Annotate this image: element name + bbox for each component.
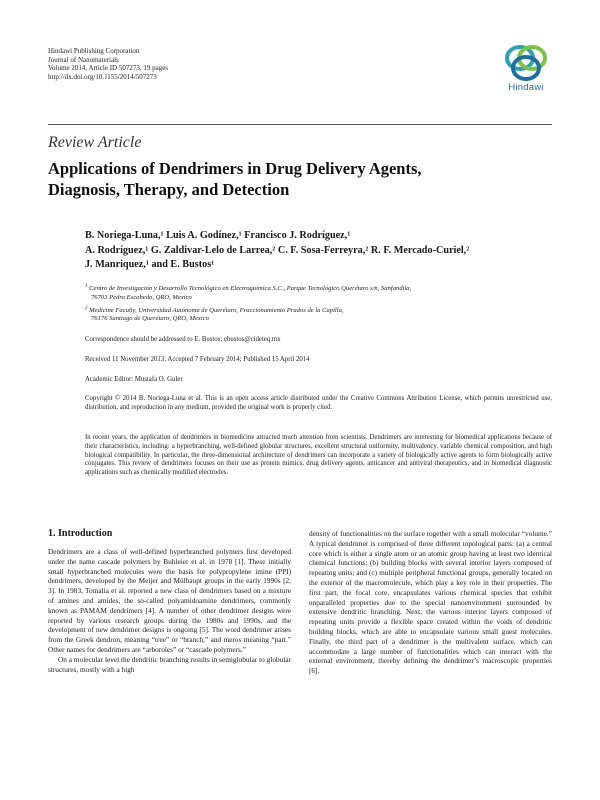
title-line: Applications of Dendrimers in Drug Delivery Agents,: [48, 159, 422, 178]
affiliation-item: [85, 283, 555, 302]
header-divider: [48, 124, 552, 125]
author-line: B. Noriega-Luna,¹ Luis A. Godínez,¹ Francisco J. Rodríguez,¹: [85, 230, 351, 241]
affiliation-item: [85, 305, 555, 324]
affiliation-number: 2: [85, 305, 88, 311]
affiliation-text: 76176 Santiago de Querétaro, QRO, Mexico: [91, 315, 209, 323]
journal-info: [48, 47, 168, 81]
affiliation-number: 1: [85, 284, 88, 289]
author-line: A. Rodríguez,¹ G. Zaldivar-Lelo de Larrea,² C. F. Sosa-Ferreyra,² R. F. Mercado-Curiel,²: [85, 244, 470, 256]
section-heading: 1. Introduction: [48, 528, 113, 539]
doi-link[interactable]: http://dx.doi.org/10.1155/2014/507273: [48, 72, 157, 81]
abstract: In recent years, the application of dendrimers in biomedicine attracted much attention from scientists. Dendrimers are interesting for biomedical applications because of their characteristics, including: a hyperbranching, well-defined globular structures, excellent structural uniformity, multivalency, variable chemical composition, and high biological compatibility. In particular, the three-dimensional architecture of dendrimers can incorporate a variety of biologically active agents to form biologically active conjugates. This review of dendrimers focuses on their use as protein mimics, drug delivery agents, anticancer and antiviral therapeutics, and in biomedical diagnostic applications such as chemically modified electrodes.: [85, 434, 552, 477]
body-paragraph: density of functionalities on the surface together with a small molecular “volume.” A typical dendrimer is comprised of three different topological parts: (a) a central core which is either a single atom or an atomic group having at least two identical chemical functions; (b) building blocks with several interior layers composed of repeating units; and (c) multiple peripheral functional groups, generally located on the exterior of the macromolecule, which play a key role in their properties. The first part, the focal core, encapsulates various chemical species that exhibit unparalleled properties due to the special nanoenvironment surrounded by extensive dendritic branching. Next, the various interior layers composed of repeating units provide a flexible space created within the voids of dendritic building blocks, which are able to encapsulate various small guest molecules. Finally, the third part of a dendrimer is the multivalent surface, which can accommodate a large number of functionalities which can interact with the external environment, thereby defining the dendrimer’s macroscopic properties [6].: [309, 529, 552, 676]
correspondence: Correspondence should be addressed to E. Bustos; ebustos@cideteq.mx: [85, 336, 281, 343]
article-type: Review Article: [48, 134, 142, 151]
logo-text: Hindawi: [508, 82, 544, 93]
author-list: [85, 229, 555, 273]
hindawi-logo[interactable]: [494, 42, 558, 93]
affiliations: [85, 283, 555, 326]
affiliation-text: Centro de Investigación y Desarrollo Tecnológico en Electroquímica S.C., Parque Tecnológico Querétaro s/n, Sanfandila,: [89, 285, 412, 293]
copyright-notice: Copyright © 2014 B. Noriega-Luna et al. This is an open access article distributed under the Creative Commons Attribution License, which permits unrestricted use, distribution, and reproduction in any medium, provided the original work is properly cited.: [85, 395, 552, 411]
body-paragraph: Dendrimers are a class of well-defined hyperbranched polymers first developed under the name cascade polymers by Buhleier et al. in 1978 [1]. These initially small hyperbranched molecules were the basis for polypropylene imine (PPI) dendrimers, developed by the Meijer and Mülhaupt groups in the early 1990s [2, 3]. In 1983, Tomalia et al. reported a new class of dendrimers based on a mixture of amines and amides, the so-called polyamidoamine dendrimers, commonly known as PAMAM dendrimers [4]. A number of other dendrimer designs were reported by various research groups during the 1980s and 1990s, and the development of new dendrimer designs is ongoing [5]. The word dendrimer arises from the Greek dendron, meaning “tree” or “branch,” and meros meaning “part.” Other names for dendrimers are “arboroles” or “cascade polymers.”: [48, 547, 291, 654]
body-column-left: [48, 547, 291, 674]
title-line: Diagnosis, Therapy, and Detection: [48, 180, 290, 199]
hindawi-rings-icon: [502, 42, 550, 84]
affiliation-text: Medicine Faculty, Universidad Autónoma de Querétaro, Fraccionamiento Prados de la Capilla,: [89, 306, 344, 314]
article-title: [48, 158, 528, 200]
publisher-name: Hindawi Publishing Corporation: [48, 47, 140, 55]
publication-dates: Received 11 November 2013; Accepted 7 February 2014; Published 15 April 2014: [85, 356, 310, 363]
academic-editor: Academic Editor: Mustafa O. Guler: [85, 376, 183, 383]
author-line: J. Manriquez,¹ and E. Bustos¹: [85, 259, 215, 270]
journal-name: Journal of Nanomaterials: [48, 55, 119, 64]
body-paragraph: On a molecular level the dendritic branching results in semiglobular to globular structures, mostly with a high: [48, 654, 291, 674]
volume-info: Volume 2014, Article ID 507273, 19 pages: [48, 64, 169, 73]
body-column-right: [309, 529, 552, 676]
affiliation-text: 76703 Pedro Escobedo, QRO, Mexico: [91, 293, 192, 301]
